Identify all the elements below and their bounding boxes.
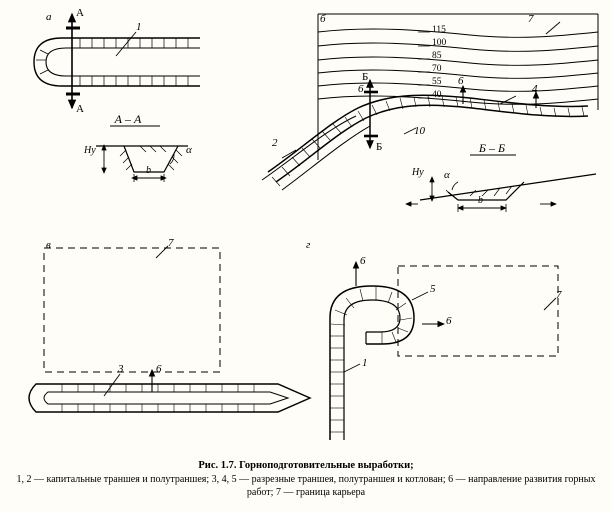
dim-b-left: b	[146, 165, 151, 176]
contour-value-85: 85	[432, 51, 442, 61]
callout-g-1: 1	[362, 357, 368, 369]
section-bb-drawing	[406, 141, 596, 212]
dim-hy-right: Hу	[412, 167, 424, 178]
section-aa-drawing	[96, 112, 188, 182]
dim-hy-left: Hу	[84, 145, 96, 156]
panel-label-g: г	[306, 239, 311, 251]
section-marker-a-bottom: А	[76, 103, 84, 115]
section-marker-b-bottom: Б	[376, 141, 383, 153]
angle-alpha-left: α	[186, 144, 192, 156]
callout-v-6: 6	[156, 363, 162, 375]
callout-g-7: 7	[556, 289, 562, 301]
svg-text:Б – Б: Б – Б	[478, 141, 506, 155]
callout-b-4: 4	[532, 83, 538, 95]
contour-value-100: 100	[432, 38, 447, 48]
section-marker-a-top: А	[76, 7, 84, 19]
panel-label-b: б	[320, 13, 326, 25]
callout-v-3: 3	[118, 363, 124, 375]
callout-a-1: 1	[136, 21, 142, 33]
callout-b-2: 2	[272, 137, 278, 149]
panel-g-drawing	[330, 262, 558, 440]
panel-label-v: в	[46, 239, 51, 251]
contour-value-70: 70	[432, 64, 442, 74]
contour-value-115: 115	[432, 25, 446, 35]
callout-g-5: 5	[430, 283, 436, 295]
svg-text:А – А: А – А	[114, 112, 142, 126]
callout-b-7: 7	[528, 13, 534, 25]
dim-b-right: b	[478, 195, 483, 206]
panel-v-drawing	[29, 246, 310, 412]
figure-title: Рис. 1.7. Горноподготовительные выработки;	[198, 460, 414, 471]
callout-g-6-top: 6	[360, 255, 366, 267]
section-marker-b-top: Б	[362, 71, 369, 83]
figure-legend: 1, 2 — капитальные траншея и полутраншея; 3, 4, 5 — разрезные траншея, полутраншея и котлован; 6 — направление развития горных работ; 7 — граница карьера	[16, 474, 596, 498]
callout-g-6-right: 6	[446, 315, 452, 327]
callout-b-10: 10	[414, 125, 425, 137]
panel-b-drawing	[262, 14, 598, 190]
callout-b-6a: 6	[358, 83, 364, 95]
contour-value-55: 55	[432, 77, 442, 87]
angle-alpha-right: α	[444, 169, 450, 181]
contour-value-40: 40	[432, 90, 442, 100]
callout-v-7: 7	[168, 237, 174, 249]
panel-a-drawing	[34, 11, 200, 108]
panel-label-a: а	[46, 11, 52, 23]
callout-b-6b: 6	[458, 75, 464, 87]
